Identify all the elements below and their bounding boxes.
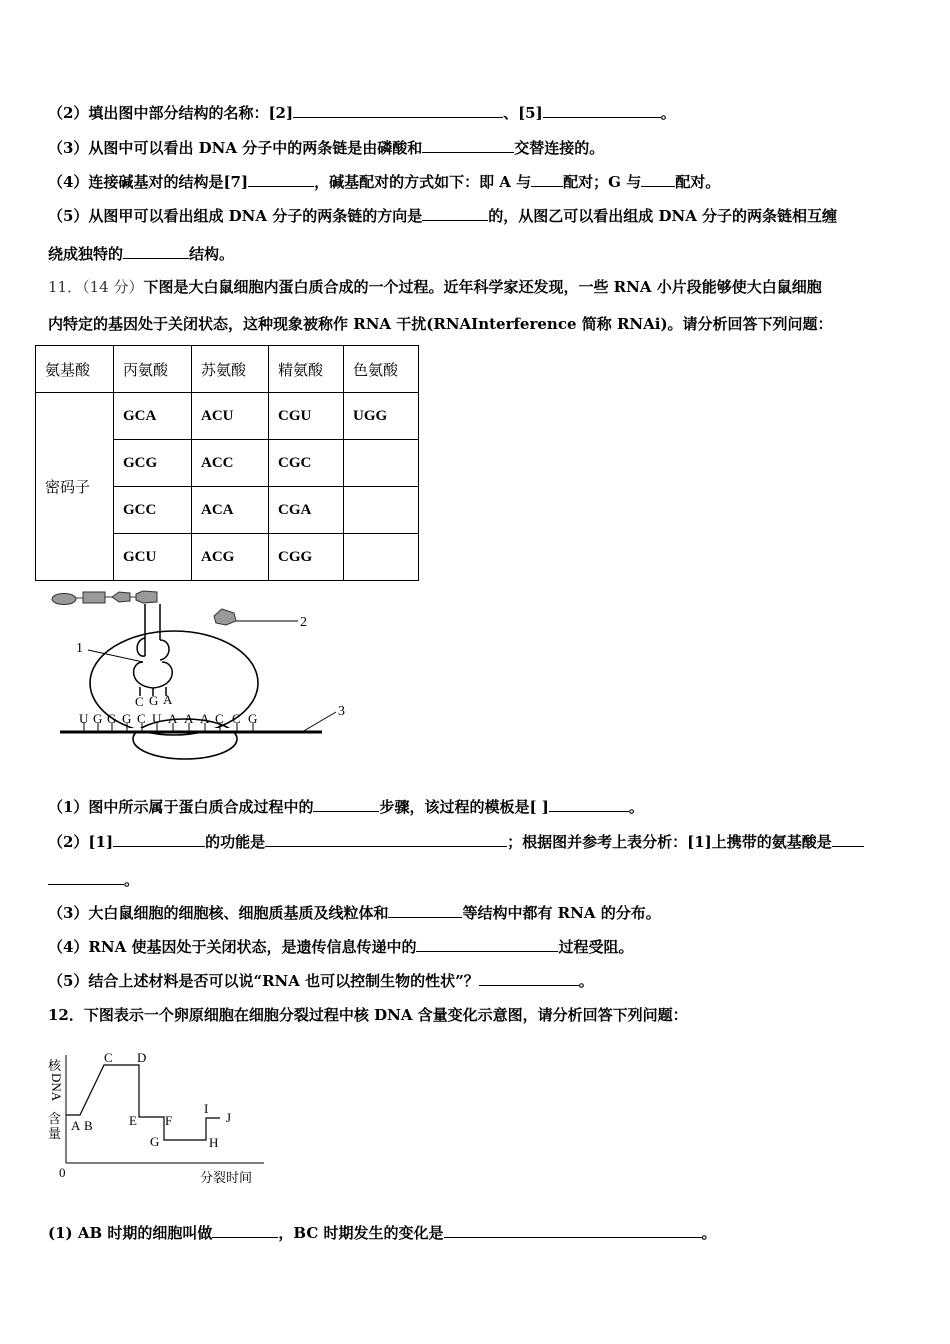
q11-4-text-a: （4）RNA 使基因处于关闭状态，是遗传信息传递中的 — [48, 938, 417, 956]
answer-blank-2[interactable] — [293, 102, 503, 118]
answer-blank-structure[interactable] — [123, 243, 189, 259]
q11-2-line-2 — [48, 869, 139, 890]
answer-blank-bc-change[interactable] — [444, 1222, 702, 1238]
mrna-base: G — [248, 711, 258, 726]
q10-3-text-a: （3）从图中可以看出 DNA 分子中的两条链是由磷酸和 — [48, 139, 423, 157]
mrna-base: U — [152, 711, 162, 726]
dna-content-graph — [42, 1045, 272, 1195]
q11-2-line — [48, 831, 864, 852]
answer-blank-template[interactable] — [549, 796, 629, 812]
table-cell: CGU — [269, 393, 344, 440]
answer-blank-q10-3[interactable] — [422, 137, 514, 153]
table-cell: UGG — [344, 393, 419, 440]
mrna-base: G — [107, 711, 117, 726]
q11-3-text-b: 等结构中都有 RNA 的分布。 — [462, 904, 661, 922]
q11-5-text-b: 。 — [578, 972, 594, 990]
answer-blank-step[interactable] — [313, 796, 379, 812]
q11-intro-text-1: 下图是大白鼠细胞内蛋白质合成的一个过程。近年科学家还发现，一些 RNA 小片段能够使大白鼠细胞 — [143, 278, 822, 296]
q12-1-text-b: ，BC 时期发生的变化是 — [278, 1224, 444, 1242]
q11-4-text-b: 过程受阻。 — [558, 938, 634, 956]
q11-5-line — [48, 970, 594, 991]
q10-4-text-c: 配对；G 与 — [563, 173, 642, 191]
q11-2-text-d: 。 — [124, 871, 140, 889]
anticodon-base: C — [135, 694, 144, 709]
mrna-base: G — [122, 711, 132, 726]
answer-blank-function[interactable] — [265, 831, 507, 847]
answer-blank-7[interactable] — [248, 171, 314, 187]
q11-intro-1 — [48, 277, 822, 297]
q11-3-text-a: （3）大白鼠细胞的细胞核、细胞质基质及线粒体和 — [48, 904, 389, 922]
q10-5-text-d: 结构。 — [189, 245, 235, 263]
polypeptide-chain — [52, 591, 157, 605]
point-label: C — [104, 1050, 113, 1065]
table-header: 色氨酸 — [344, 346, 419, 393]
amino-acid-shape — [214, 609, 236, 625]
mrna-base: U — [79, 711, 89, 726]
translation-diagram — [40, 586, 360, 766]
point-label: J — [226, 1110, 232, 1125]
answer-blank-process[interactable] — [416, 936, 558, 952]
point-label: A — [71, 1118, 81, 1133]
q12-intro: 12．下图表示一个卵原细胞在细胞分裂过程中核 DNA 含量变化示意图，请分析回答下列问题： — [48, 1006, 688, 1024]
point-label: D — [137, 1050, 147, 1065]
q10-5-text-a: （5）从图甲可以看出组成 DNA 分子的两条链的方向是 — [48, 207, 423, 225]
mrna-base: A — [168, 711, 178, 726]
q10-5-text-c: 绕成独特的 — [48, 245, 124, 263]
q12-1-text-c: 。 — [701, 1224, 717, 1242]
answer-blank-amino-acid-cont[interactable] — [48, 869, 124, 885]
answer-blank-1-name[interactable] — [113, 831, 205, 847]
table-header: 苏氨酸 — [192, 346, 269, 393]
table-cell — [344, 440, 419, 487]
q11-5-text-a: （5）结合上述材料是否可以说“RNA 也可以控制生物的性状”？ — [48, 972, 479, 990]
label-3: 3 — [338, 704, 345, 719]
q10-2-line — [48, 102, 676, 123]
label-2: 2 — [300, 615, 307, 630]
table-header: 氨基酸 — [36, 346, 114, 393]
mrna-base: A — [200, 711, 210, 726]
q10-5-line — [48, 205, 837, 226]
origin-label: 0 — [59, 1165, 66, 1180]
table-cell: ACC — [192, 440, 269, 487]
table-cell: CGA — [269, 487, 344, 534]
y-label-dna: DNA — [49, 1073, 64, 1102]
answer-blank-g-pair[interactable] — [641, 171, 675, 187]
q11-4-line — [48, 936, 634, 957]
q10-3-line — [48, 137, 604, 158]
point-label: G — [150, 1134, 160, 1149]
table-row — [36, 393, 419, 440]
table-cell: CGG — [269, 534, 344, 581]
mrna-base: C — [137, 711, 146, 726]
q11-2-text-a: （2）[1] — [48, 833, 114, 851]
y-label-char: 量 — [48, 1126, 62, 1141]
table-cell: CGC — [269, 440, 344, 487]
codon-table — [35, 345, 419, 581]
point-label: E — [129, 1113, 137, 1128]
table-cell: GCU — [114, 534, 192, 581]
answer-blank-direction[interactable] — [422, 205, 488, 221]
y-axis-label — [48, 1058, 64, 1141]
table-cell: ACU — [192, 393, 269, 440]
table-header-row — [36, 346, 419, 393]
mrna-base: G — [93, 711, 103, 726]
y-label-char: 含 — [48, 1111, 62, 1126]
q10-4-line — [48, 171, 720, 192]
q12-1-text-a: (1) AB 时期的细胞叫做 — [48, 1224, 213, 1242]
answer-blank-5[interactable] — [543, 102, 661, 118]
point-label: I — [204, 1101, 209, 1116]
q11-2-text-b: 的功能是 — [205, 833, 266, 851]
q11-intro-2: 内特定的基因处于关闭状态，这种现象被称作 RNA 干扰(RNAInterference 简称 RNAi)。请分析回答下列问题： — [48, 315, 833, 333]
row-label: 密码子 — [36, 393, 114, 581]
answer-blank-amino-acid[interactable] — [832, 831, 864, 847]
q10-2-text-c: 。 — [660, 104, 676, 122]
anticodon-base: G — [149, 693, 159, 708]
mrna-base: A — [184, 711, 194, 726]
q11-1-text-a: （1）图中所示属于蛋白质合成过程中的 — [48, 798, 314, 816]
q10-2-text-a: （2）填出图中部分结构的名称：[2] — [48, 104, 294, 122]
q11-1-text-c: 。 — [628, 798, 644, 816]
table-cell — [344, 487, 419, 534]
table-cell: GCG — [114, 440, 192, 487]
q10-5-text-b: 的，从图乙可以看出组成 DNA 分子的两条链相互缠 — [488, 207, 838, 225]
answer-blank-trait[interactable] — [479, 970, 579, 986]
label-1: 1 — [76, 641, 83, 656]
answer-blank-a-pair[interactable] — [531, 171, 563, 187]
point-label: F — [165, 1113, 173, 1128]
q10-2-text-b: 、[5] — [503, 104, 543, 122]
q10-5-line-2 — [48, 243, 234, 264]
q10-4-text-b: ，碱基配对的方式如下：即 A 与 — [314, 173, 532, 191]
answer-blank-cell-name[interactable] — [212, 1222, 278, 1238]
q10-4-text-d: 配对。 — [675, 173, 721, 191]
table-cell: GCC — [114, 487, 192, 534]
table-cell: GCA — [114, 393, 192, 440]
point-label: H — [209, 1135, 219, 1150]
table-cell: ACG — [192, 534, 269, 581]
table-header: 丙氨酸 — [114, 346, 192, 393]
q11-3-line — [48, 902, 661, 923]
q12-1-line — [48, 1222, 717, 1243]
q11-number: 11．（14 分） — [48, 278, 144, 296]
q10-4-text-a: （4）连接碱基对的结构是[7] — [48, 173, 249, 191]
point-label: B — [84, 1118, 93, 1133]
x-axis-label: 分裂时间 — [200, 1170, 253, 1185]
q11-2-text-c: ；根据图并参考上表分析：[1]上携带的氨基酸是 — [507, 833, 832, 851]
q11-1-line — [48, 796, 644, 817]
q10-3-text-b: 交替连接的。 — [514, 139, 605, 157]
mrna-base: C — [215, 711, 224, 726]
mrna-base: C — [232, 711, 241, 726]
q11-1-text-b: 步骤，该过程的模板是[ ] — [379, 798, 549, 816]
answer-blank-organelle[interactable] — [388, 902, 462, 918]
anticodon-base: A — [163, 692, 173, 707]
table-cell — [344, 534, 419, 581]
y-label-char: 核 — [48, 1058, 62, 1073]
trna — [134, 604, 173, 696]
table-cell: ACA — [192, 487, 269, 534]
table-header: 精氨酸 — [269, 346, 344, 393]
